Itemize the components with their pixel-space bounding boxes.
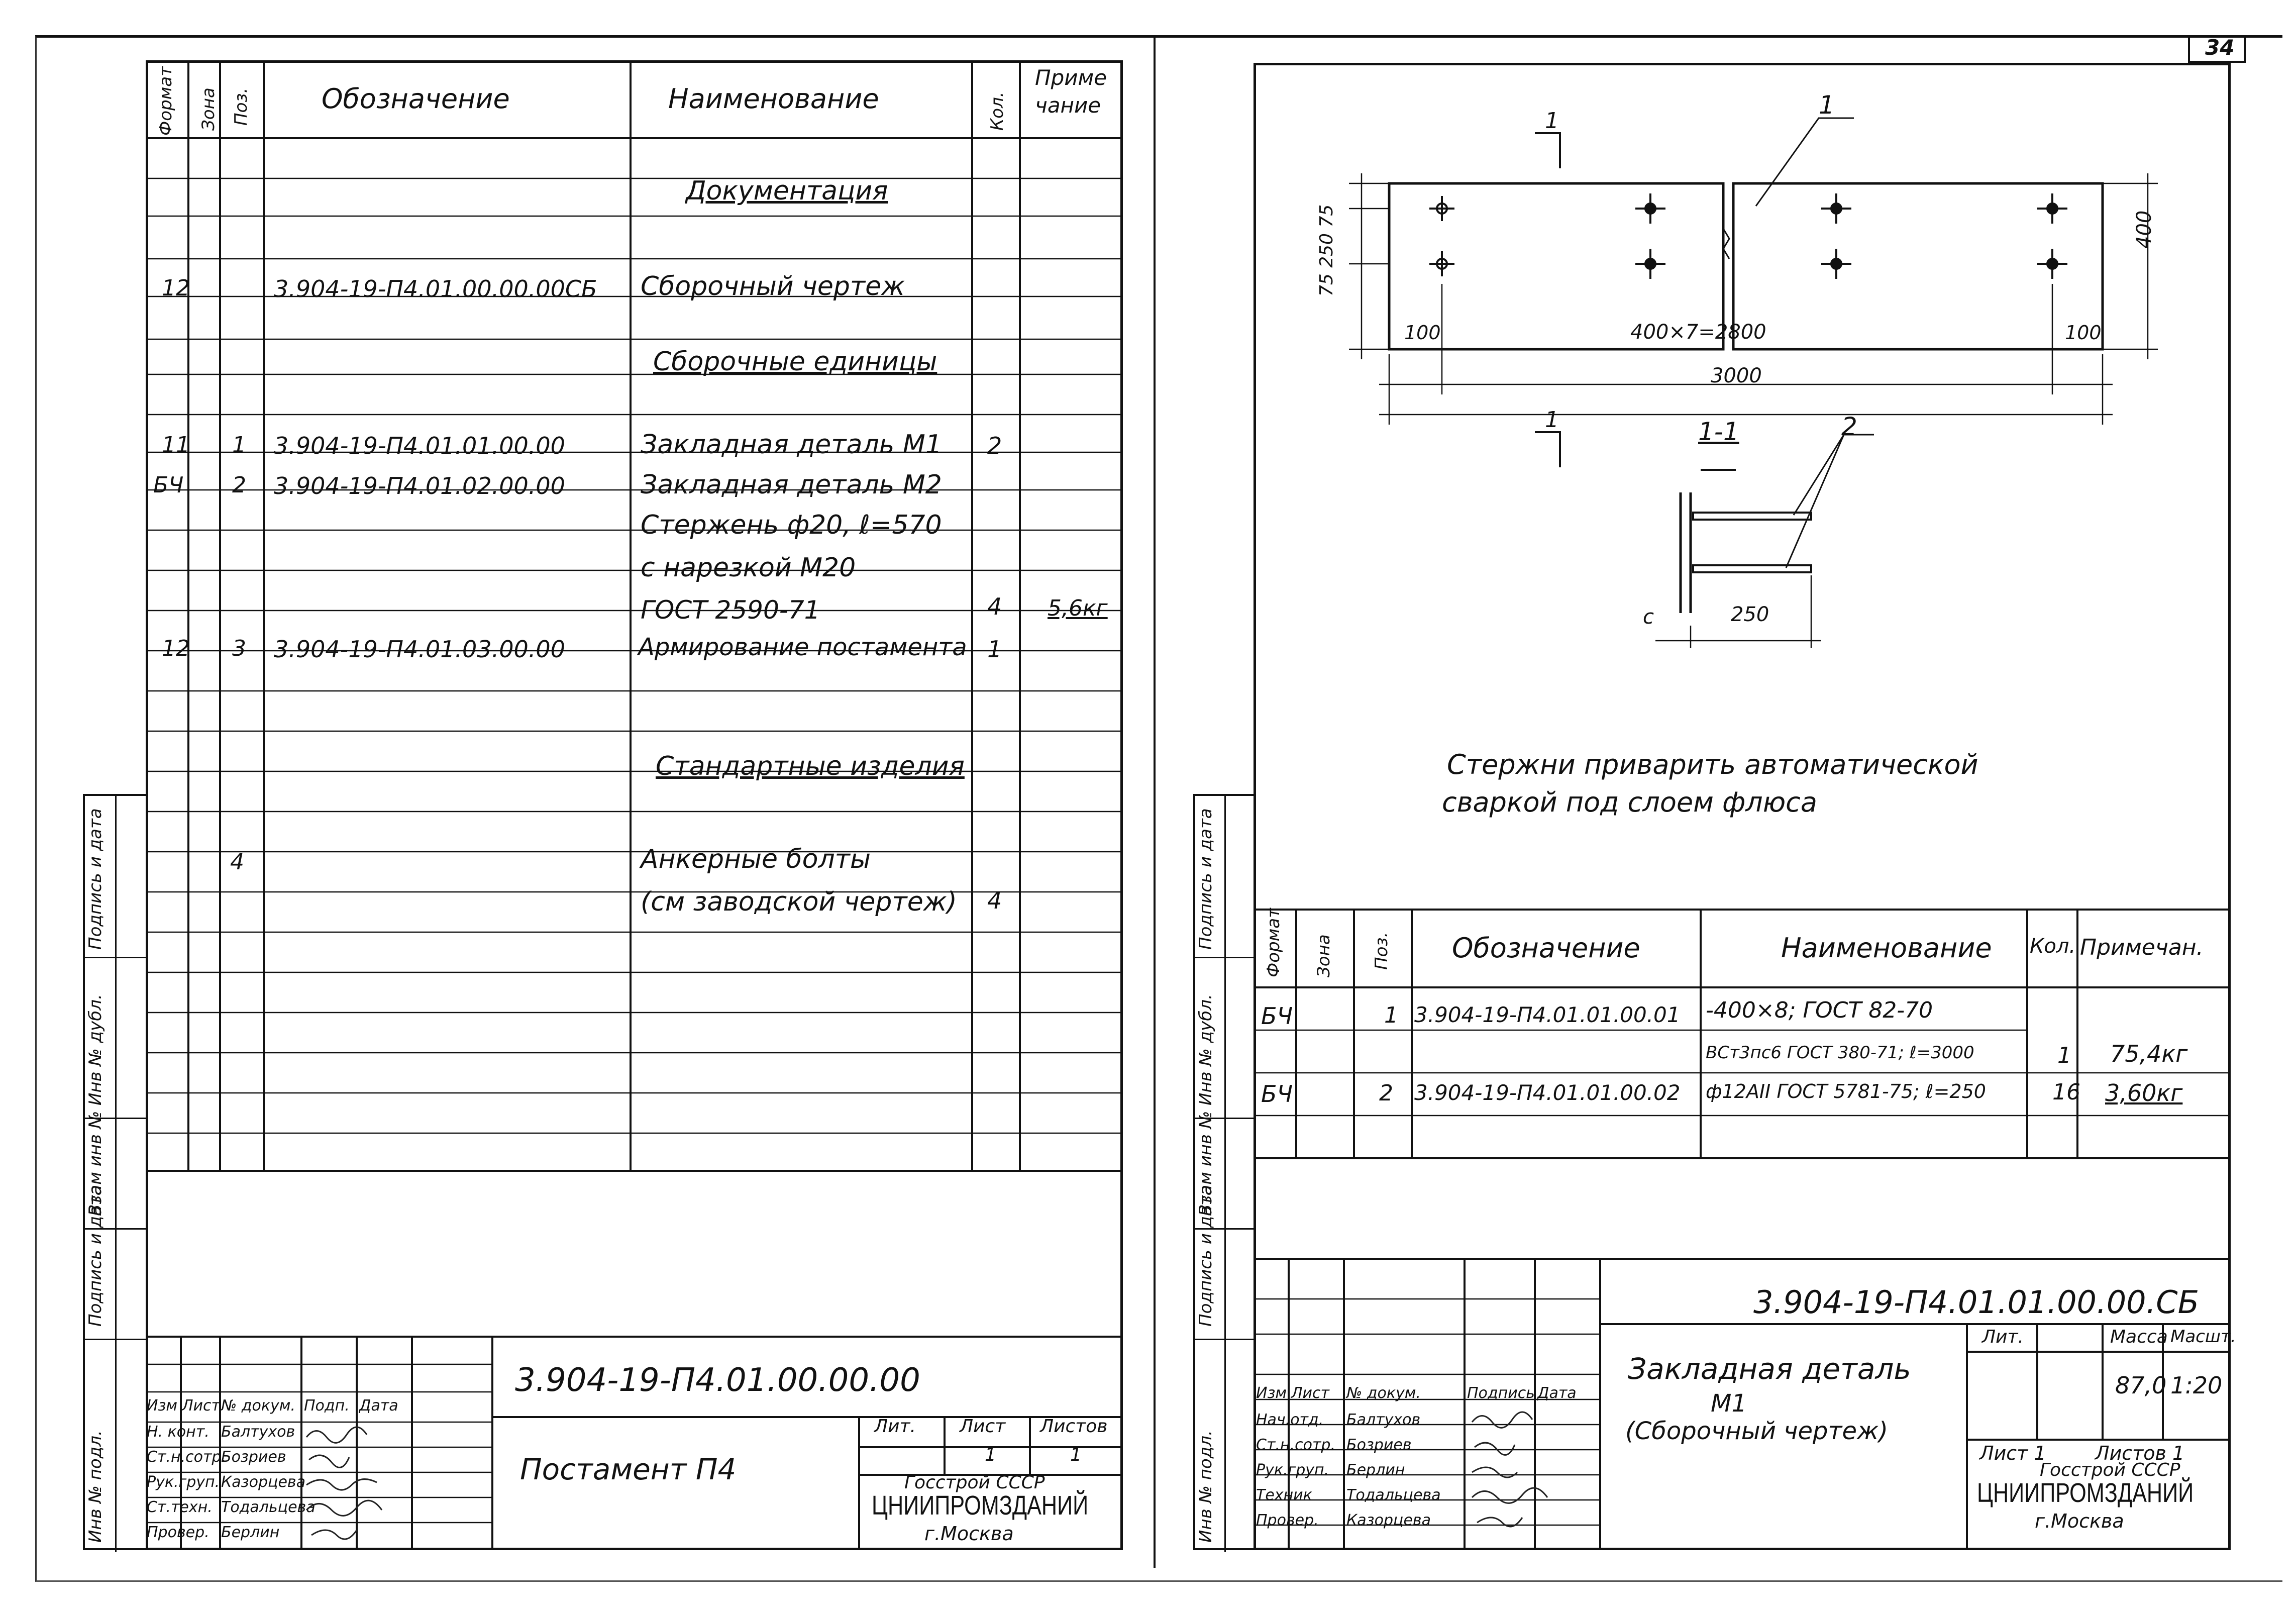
dim-total: 3000 (1711, 364, 1762, 387)
left-col-podp: Подп. (304, 1397, 350, 1415)
right-row-1-qty: 16 (2052, 1079, 2080, 1105)
left-person-role: Н. конт. (147, 1423, 210, 1441)
left-row-3-qty: 2 (987, 432, 1002, 459)
right-person-name: Тодальцева (1346, 1486, 1441, 1504)
right-row-0-format: БЧ (1261, 1002, 1293, 1030)
left-row-9-name: Стандартные изделия (656, 751, 965, 781)
dim-right: 100 (2065, 322, 2102, 344)
right-person-name: Берлин (1346, 1461, 1405, 1479)
left-row-10-name: Анкерные болты (641, 844, 871, 874)
left-org-line3: г.Москва (924, 1523, 1014, 1545)
right-col-data: Дата (1537, 1384, 1577, 1402)
left-person-name: Казорцева (221, 1473, 305, 1491)
sheet-divider (1154, 35, 1156, 1568)
left-row-7-note: 5,6кг (1048, 595, 1108, 621)
right-person-role: Техник (1256, 1486, 1312, 1504)
left-col-izm: Изм (147, 1397, 178, 1415)
left-row-3-designation: 3.904-19-П4.01.01.00.00 (274, 432, 565, 459)
right-title-line1: Закладная деталь (1628, 1352, 1911, 1386)
left-row-5-name: Стержень ф20, ℓ=570 (641, 510, 942, 540)
left-header-designation: Обозначение (322, 83, 510, 115)
right-row-1-designation: 3.904-19-П4.01.01.00.02 (1414, 1080, 1681, 1105)
right-stamp-inv-podl: Инв № подл. (1196, 1430, 1216, 1543)
left-row-3-pos: 1 (232, 432, 246, 458)
left-row-1-format: 12 (162, 275, 190, 301)
left-row-6-name: с нарезкой М20 (641, 553, 856, 583)
left-row-2-name: Сборочные единицы (653, 347, 937, 377)
right-col-ndoc: № докум. (1346, 1384, 1421, 1402)
right-header-designation: Обозначение (1452, 932, 1640, 964)
right-person-role: Провер. (1256, 1512, 1319, 1529)
right-row-0-designation: 3.904-19-П4.01.01.00.01 (1414, 1002, 1681, 1027)
left-row-8-name: Армирование постамента (638, 633, 967, 661)
right-header-format: Формат (1264, 908, 1284, 977)
dim-middle: 400×7=2800 (1630, 321, 1766, 344)
left-row-0-name: Документация (686, 176, 888, 206)
dim-height: 400 (2133, 210, 2156, 249)
right-person-name: Бозриев (1346, 1436, 1412, 1454)
left-person-role: Рук.груп. (147, 1473, 220, 1491)
leader-2-label: 2 (1841, 412, 1857, 441)
right-header-qty: Кол. (2030, 935, 2076, 958)
right-row-1-note: 3,60кг (2105, 1079, 2183, 1107)
left-title-code: 3.904-19-П4.01.00.00.00 (515, 1362, 920, 1399)
left-stamp-inv-podl: Инв № подл. (85, 1430, 106, 1543)
left-sheets-value: 1 (1070, 1445, 1082, 1465)
right-row-1-name-1: ф12АII ГОСТ 5781-75; ℓ=250 (1706, 1080, 1986, 1102)
right-sheet-text: Лист 1 (1979, 1442, 2046, 1464)
left-row-11-qty: 4 (987, 887, 1002, 914)
left-stamp-inv-dubl: Инв № дубл. (85, 994, 106, 1105)
right-person-role: Рук.груп. (1256, 1461, 1329, 1479)
right-row-0-note: 75,4кг (2110, 1040, 2188, 1067)
right-header-note: Примечан. (2080, 935, 2204, 960)
left-row-11-name: (см заводской чертеж) (641, 887, 957, 917)
right-stamp-podpis-1: Подпись и дата (1196, 1185, 1216, 1327)
left-header-zone: Зона (198, 87, 219, 131)
right-org-line2: ЦНИИПРОМЗДАНИЙ (1977, 1478, 2194, 1508)
right-person-role: Нач.отд. (1256, 1411, 1324, 1429)
right-person-name: Казорцева (1346, 1512, 1431, 1529)
left-row-4-format: БЧ (153, 472, 184, 498)
left-person-role: Провер. (147, 1524, 210, 1541)
left-row-4-pos: 2 (232, 472, 246, 498)
right-org-line1: Госстрой СССР (2040, 1460, 2180, 1480)
right-row-0-name-1: -400×8; ГОСТ 82-70 (1706, 997, 1933, 1023)
left-row-8-designation: 3.904-19-П4.01.03.00.00 (274, 636, 565, 663)
right-title-line3: (Сборочный чертеж) (1625, 1417, 1888, 1445)
right-row-0-pos: 1 (1384, 1002, 1398, 1028)
left-sheets-label: Листов (1040, 1416, 1108, 1437)
right-header-pos: Поз. (1372, 932, 1392, 970)
left-row-8-pos: 3 (232, 636, 246, 661)
left-header-name: Наименование (668, 83, 879, 115)
right-row-1-format: БЧ (1261, 1080, 1293, 1108)
left-row-4-designation: 3.904-19-П4.01.02.00.00 (274, 472, 565, 499)
left-org-line2: ЦНИИПРОМЗДАНИЙ (872, 1490, 1089, 1521)
right-header-zone: Зона (1314, 934, 1334, 977)
right-title-line2: М1 (1711, 1389, 1747, 1418)
left-row-8-qty: 1 (987, 636, 1002, 663)
left-stamp-vzam: Взам инв № (85, 1111, 106, 1216)
dim-c: c (1643, 606, 1654, 629)
left-header-pos: Поз. (231, 87, 251, 126)
left-stamp-podpis-2: Подпись и дата (85, 808, 106, 950)
left-lit-label: Лит. (874, 1416, 916, 1437)
left-row-10-pos: 4 (230, 849, 244, 875)
left-row-1-name: Сборочный чертеж (641, 271, 905, 301)
left-col-data: Дата (359, 1397, 398, 1415)
left-sheet-label: Лист (960, 1416, 1006, 1437)
weld-note-line1: Стержни приварить автоматической (1447, 749, 1978, 780)
left-sheet-value: 1 (985, 1445, 996, 1465)
left-org-line1: Госстрой СССР (904, 1472, 1045, 1493)
left-row-3-format: 11 (162, 432, 190, 458)
left-person-name: Берлин (221, 1524, 280, 1541)
left-person-role: Ст.н.сотр. (147, 1448, 227, 1466)
left-person-role: Ст.техн. (147, 1498, 213, 1516)
leader-1-label: 1 (1819, 90, 1835, 120)
left-col-list: Лист (182, 1397, 221, 1415)
left-row-8-format: 12 (162, 636, 190, 661)
page-number: 34 (2205, 35, 2235, 60)
left-title-name: Постамент П4 (520, 1452, 737, 1486)
right-header-name: Наименование (1781, 932, 1992, 964)
left-person-name: Балтухов (221, 1423, 295, 1441)
right-col-list: Лист (1291, 1384, 1330, 1402)
section-mark-top: 1 (1545, 108, 1559, 134)
dim-left: 100 (1404, 322, 1441, 344)
left-stamp-podpis-1: Подпись и дата (85, 1185, 106, 1327)
right-col-podp: Подпись (1467, 1384, 1535, 1402)
left-row-4-name: Закладная деталь М2 (641, 470, 942, 500)
left-col-ndoc: № докум. (221, 1397, 295, 1415)
right-mass-value: 87,0 (2115, 1372, 2167, 1399)
right-signatures (1467, 1407, 1568, 1538)
right-person-role: Ст.н.сотр. (1256, 1436, 1336, 1454)
left-signatures (301, 1422, 412, 1548)
left-header-note-2: чание (1035, 93, 1101, 118)
page-number-box (2188, 35, 2246, 63)
right-title-code: 3.904-19-П4.01.01.00.00.СБ (1753, 1284, 2200, 1321)
right-person-name: Балтухов (1346, 1411, 1421, 1429)
weld-note-line2: сваркой под слоем флюса (1442, 786, 1817, 818)
right-spec-grid (1254, 63, 2231, 1550)
left-person-name: Тодальцева (221, 1498, 316, 1516)
right-scale-label: Масшт. (2170, 1327, 2236, 1347)
left-header-qty: Кол. (987, 91, 1007, 131)
right-lit-label: Лит. (1982, 1327, 2024, 1347)
right-row-0-name-2: ВСт3пс6 ГОСТ 380-71; ℓ=3000 (1706, 1043, 1974, 1063)
left-row-1-designation: 3.904-19-П4.01.00.00.00СБ (274, 275, 597, 303)
right-row-0-qty: 1 (2057, 1043, 2071, 1068)
left-row-7-name: ГОСТ 2590-71 (641, 595, 820, 625)
left-row-7-qty: 4 (987, 593, 1002, 620)
right-stamp-vzam: Взам инв № (1196, 1111, 1216, 1216)
section-title: 1-1 (1698, 417, 1739, 446)
left-header-note-1: Приме (1035, 65, 1107, 90)
right-stamp-podpis-2: Подпись и дата (1196, 808, 1216, 950)
right-sheets-text: Листов 1 (2095, 1442, 2185, 1464)
left-row-3-name: Закладная деталь М1 (641, 430, 942, 460)
right-mass-label: Масса (2110, 1327, 2168, 1347)
right-row-1-pos: 2 (1379, 1080, 1393, 1106)
dim-bar-length: 250 (1731, 603, 1769, 626)
left-person-name: Бозриев (221, 1448, 286, 1466)
right-scale-value: 1:20 (2170, 1372, 2223, 1399)
right-stamp-inv-dubl: Инв № дубл. (1196, 994, 1216, 1105)
section-mark-bottom: 1 (1545, 407, 1559, 433)
right-col-izm: Изм (1256, 1384, 1287, 1402)
right-org-line3: г.Москва (2035, 1510, 2124, 1532)
left-header-format: Формат (156, 66, 176, 136)
dim-top-left: 75 250 75 (1316, 204, 1337, 296)
